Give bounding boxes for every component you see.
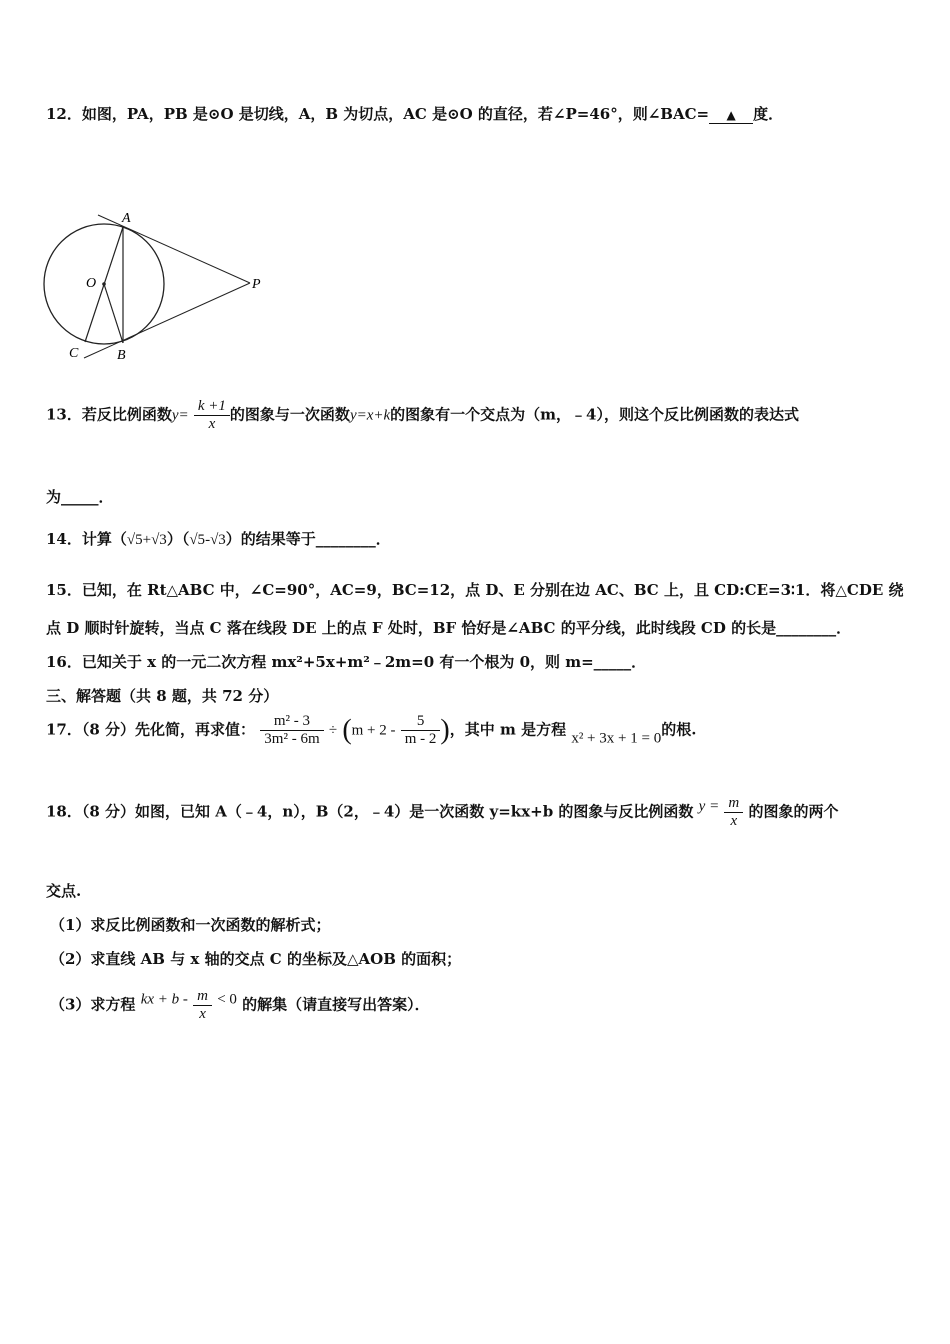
label-b: B bbox=[117, 348, 126, 363]
q13-middle: 的图象与一次函数 bbox=[229, 405, 350, 424]
q18-fraction bbox=[724, 795, 743, 830]
q14-plus: + bbox=[142, 532, 152, 548]
q13-prefix: 13．若反比例函数 bbox=[46, 405, 172, 424]
q13-linear: y=x+k bbox=[349, 407, 391, 424]
q18-sub3-fraction bbox=[193, 988, 212, 1023]
section-3-title: 三、解答题（共 8 题，共 72 分） bbox=[46, 687, 279, 705]
q13-frac-num: k +1 bbox=[194, 398, 230, 416]
q18-sub2: （2）求直线 AB 与 x 轴的交点 C 的坐标及△AOB 的面积； bbox=[50, 950, 462, 968]
q18-sub1: （1）求反比例函数和一次函数的解析式； bbox=[50, 916, 331, 934]
q14-minus: - bbox=[205, 532, 211, 548]
label-o: O bbox=[86, 276, 97, 291]
label-a: A bbox=[122, 211, 131, 226]
q18-suffix: 的图象的两个 bbox=[748, 802, 839, 821]
tangent-line-b bbox=[84, 283, 250, 358]
q17-div: ÷ bbox=[328, 722, 338, 739]
q13-suffix: 的图象有一个交点为（m，﹣4），则这个反比例函数的表达式 bbox=[390, 405, 799, 424]
q18-sub3-frac-num: m bbox=[193, 988, 212, 1006]
question-13-line2: 为_____． bbox=[46, 488, 114, 506]
question-15-line2: 点 D 顺时针旋转，当点 C 落在线段 DE 上的点 F 处时，BF 恰好是∠ABC 的平分线，此时线段 CD 的长是________． bbox=[46, 619, 852, 637]
q17-frac1-num: m² - 3 bbox=[260, 713, 323, 731]
q14-sqrt5-b: √5 bbox=[189, 532, 206, 548]
q17-frac1-den: 3m² - 6m bbox=[264, 731, 320, 747]
q14-sqrt5-a: √5 bbox=[126, 532, 143, 548]
q17-frac2-den: m - 2 bbox=[404, 731, 437, 747]
question-18 bbox=[46, 795, 839, 830]
q14-suffix: ）的结果等于________． bbox=[225, 530, 391, 548]
question-17 bbox=[46, 713, 696, 748]
q12-figure bbox=[40, 205, 270, 365]
q14-sqrt3-a: √3 bbox=[151, 532, 167, 548]
q17-fraction-1 bbox=[260, 713, 323, 748]
q18-y-eq: y = bbox=[698, 798, 720, 815]
q13-fraction bbox=[194, 398, 230, 433]
question-16: 16．已知关于 x 的一元二次方程 mx²+5x+m²﹣2m=0 有一个根为 0，则 m=_____． bbox=[46, 653, 647, 671]
q14-mid: ）（ bbox=[166, 530, 190, 548]
q17-suffix: 的根. bbox=[661, 720, 697, 739]
q18-prefix: 18．（8 分）如图，已知 A（﹣4，n），B（2，﹣4）是一次函数 y=kx+b 的图象与反比例函数 bbox=[46, 802, 694, 821]
q18-sub3-rel: < 0 bbox=[217, 991, 237, 1008]
question-14 bbox=[46, 528, 391, 549]
q12-text: 12．如图，PA，PB 是⊙O 是切线，A，B 为切点，AC 是⊙O 的直径，若∠P=46°，则∠BAC= bbox=[46, 105, 710, 123]
q17-middle: ，其中 m 是方程 bbox=[449, 720, 567, 739]
q18-sub3-suffix: 的解集（请直接写出答案）． bbox=[242, 995, 430, 1014]
center-point-o bbox=[102, 282, 106, 286]
q17-fraction-2 bbox=[401, 713, 441, 748]
q12-tail: 度． bbox=[753, 105, 784, 123]
question-12 bbox=[46, 103, 783, 124]
q14-prefix: 14．计算（ bbox=[46, 530, 127, 548]
question-13 bbox=[46, 398, 799, 433]
q17-frac2-num: 5 bbox=[401, 713, 441, 731]
q18-frac-num: m bbox=[724, 795, 743, 813]
q18-sub3-prefix: （3）求方程 bbox=[50, 995, 136, 1014]
label-p: P bbox=[252, 277, 261, 292]
q18-sub3 bbox=[50, 988, 430, 1023]
q12-answer-blank bbox=[709, 105, 753, 124]
q17-prefix: 17．（8 分）先化简，再求值： bbox=[46, 720, 256, 739]
q13-y-eq: y= bbox=[171, 407, 189, 424]
q17-right-paren: ) bbox=[440, 714, 450, 746]
q14-sqrt3-b: √3 bbox=[210, 532, 226, 548]
segment-ob bbox=[104, 284, 123, 343]
q17-left-paren: ( bbox=[342, 714, 352, 746]
q18-sub3-expr: kx + b - bbox=[140, 991, 188, 1008]
tangent-line-a bbox=[98, 215, 250, 283]
q17-paren-expr: m + 2 - bbox=[351, 722, 396, 739]
label-c: C bbox=[69, 346, 79, 361]
q18-frac-den: x bbox=[730, 813, 738, 829]
question-15-line1: 15．已知，在 Rt△ABC 中，∠C=90°，AC=9，BC=12，点 D、E 分别在边 AC、BC 上，且 CD:CE=3∶1．将△CDE 绕 bbox=[46, 581, 904, 599]
q17-equation: x² + 3x + 1 = 0 bbox=[571, 730, 662, 747]
q13-frac-den: x bbox=[208, 416, 216, 432]
question-18-line2: 交点. bbox=[46, 882, 82, 900]
q12-blank-mark: ▲ bbox=[726, 108, 736, 122]
q18-sub3-frac-den: x bbox=[199, 1006, 206, 1022]
